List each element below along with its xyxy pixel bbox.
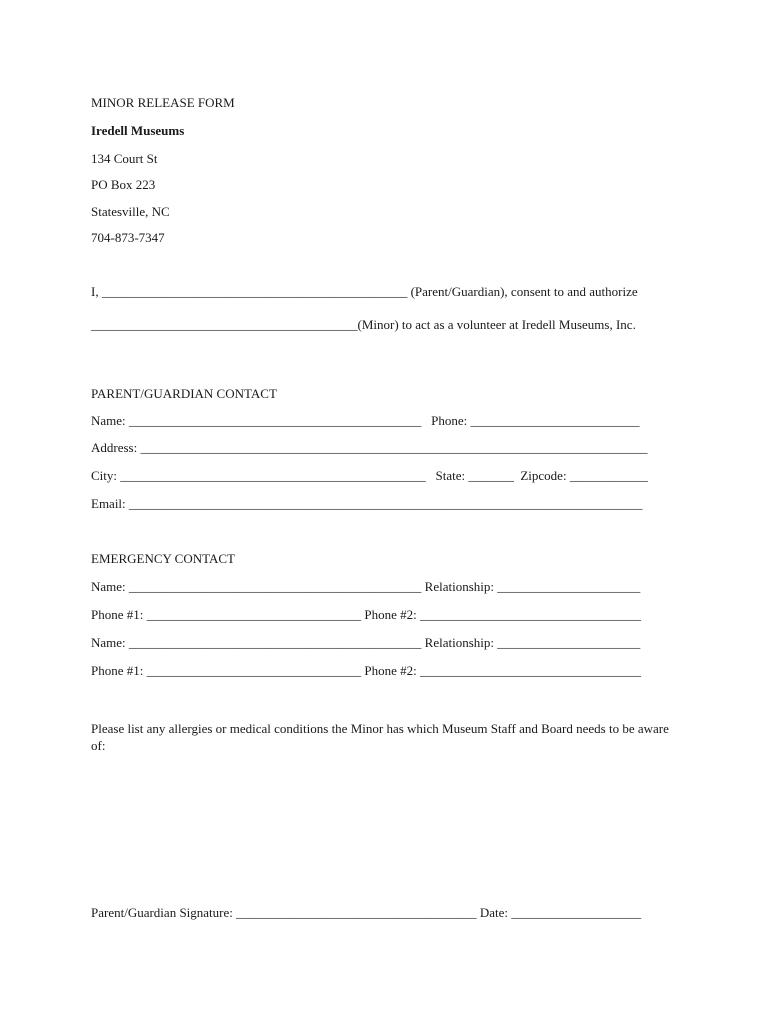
emergency-phones-1[interactable]: Phone #1: _________________________________ Phone #2: __________________________________ [91,607,641,622]
medical-conditions-prompt: Please list any allergies or medical conditions the Minor has which Museum Staff and Board needs to be aware of: [91,721,669,753]
organization-name: Iredell Museums [91,123,185,138]
emergency-name-relationship-2[interactable]: Name: _____________________________________________ Relationship: ______________________ [91,635,641,650]
signature-date-line[interactable]: Parent/Guardian Signature: _____________________________________ Date: ____________________ [91,905,642,920]
emergency-phones-2[interactable]: Phone #1: _________________________________ Phone #2: __________________________________ [91,663,641,678]
parent-email-field[interactable]: Email: _______________________________________________________________________________ [91,496,643,511]
emergency-name-relationship-1[interactable]: Name: _____________________________________________ Relationship: ______________________ [91,579,641,594]
city-state: Statesville, NC [91,204,170,219]
organization-phone: 704-873-7347 [91,230,165,245]
street-address: 134 Court St [91,151,158,166]
parent-address-field[interactable]: Address: ______________________________________________________________________________ [91,440,648,455]
consent-line-parent[interactable]: I, _______________________________________________ (Parent/Guardian), consent to and authorize [91,284,638,299]
form-title: MINOR RELEASE FORM [91,95,235,110]
po-box: PO Box 223 [91,177,156,192]
emergency-contact-heading: EMERGENCY CONTACT [91,551,236,566]
parent-contact-heading: PARENT/GUARDIAN CONTACT [91,386,277,401]
consent-line-minor[interactable]: _________________________________________(Minor) to act as a volunteer at Iredell Museums, Inc. [91,317,636,332]
parent-city-state-zip-field[interactable]: City: _______________________________________________ State: _______ Zipcode: ____________ [91,468,648,483]
parent-name-phone-field[interactable]: Name: _____________________________________________ Phone: __________________________ [91,413,640,428]
